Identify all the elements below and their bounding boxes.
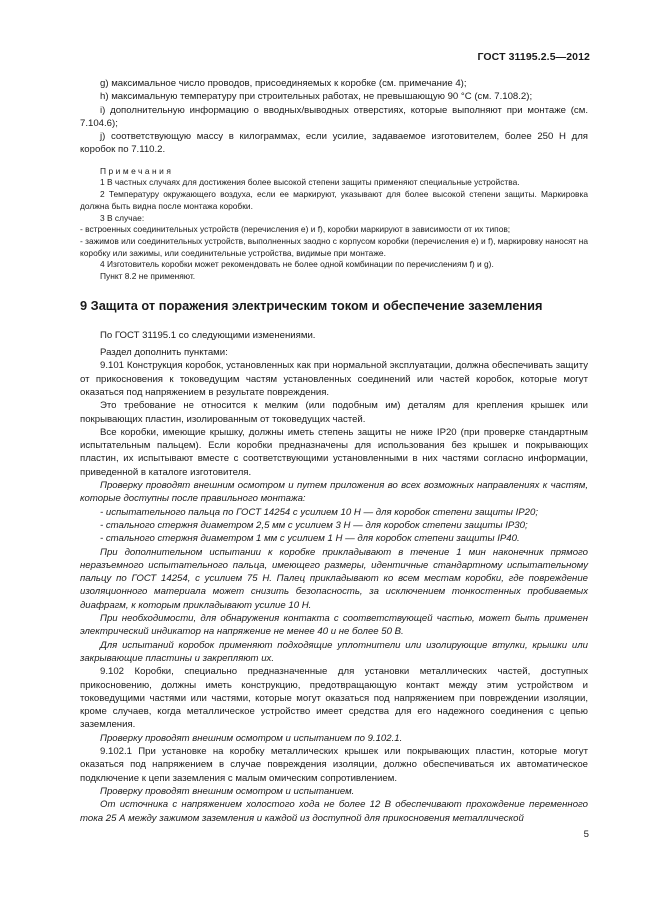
paragraph: Все коробки, имеющие крышку, должны иметь степень защиты не ниже IP20 (при проверке стандартным испытательным пальцем). Если коробки предназначены для использования без крышек и покрывающих пластин, их испытывают вместе с соответствующими установленными в них частями согласно информации, приведенной в каталоге изготовителя.	[80, 426, 588, 478]
list-item: j) соответствующую массу в килограммах, если усилие, задаваемое изготовителем, более 250 Н для коробок по 7.110.2.	[80, 131, 588, 156]
note-item: 3 В случае:	[100, 212, 145, 223]
note-item: Пункт 8.2 не применяют.	[100, 271, 196, 282]
note-item: 4 Изготовитель коробки может рекомендовать не более одной комбинации по перечислениям f) и g).	[100, 259, 494, 270]
paragraph: Проверку проводят внешним осмотром и испытанием.	[100, 785, 355, 797]
paragraph: Для испытаний коробок применяют подходящие уплотнители или изолирующие втулки, крышки или закрывающие пластины и закрепляют их.	[80, 639, 588, 664]
notes-heading: Примечания	[100, 165, 174, 176]
paragraph: Проверку проводят внешним осмотром и испытанием по 9.102.1.	[100, 732, 403, 744]
paragraph: 9.101 Конструкция коробок, установленных как при нормальной эксплуатации, должна обеспечивать защиту от прикосновения к токоведущим частям установленных соединений или частей коробок, которые могут оказаться под напряжением в результате повреждения.	[80, 360, 588, 398]
list-item: g) максимальное число проводов, присоединяемых к коробке (см. примечание 4);	[100, 78, 467, 89]
page-content	[80, 77, 588, 825]
paragraph: По ГОСТ 31195.1 со следующими изменениями.	[100, 329, 316, 341]
paragraph: Это требование не относится к мелким (или подобным им) деталям для крепления крышек или покрывающих пластин, изолированным от токоведущих частей.	[80, 400, 588, 425]
note-item: - встроенных соединительных устройств (перечисления е) и f), коробки маркируют в зависимости от их типов;	[80, 224, 511, 235]
paragraph: При необходимости, для обнаружения контакта с соответствующей частью, может быть применен электрический индикатор на напряжение не менее 40 и не более 50 В.	[80, 613, 588, 638]
paragraph: 9.102.1 При установке на коробку металлических крышек или покрывающих пластин, которые могут оказаться под напряжением в случае повреждения изоляции, должно обеспечиваться их автоматическое подключение к цепи заземления с малым омическим сопротивлением.	[80, 746, 588, 784]
paragraph: - стального стержня диаметром 2,5 мм с усилием 3 Н — для коробок степени защиты IP30;	[100, 519, 528, 531]
notes-block	[80, 166, 588, 283]
paragraph: - испытательного пальца по ГОСТ 14254 с усилием 10 Н — для коробок степени защиты IP20;	[100, 506, 539, 518]
page-number: 5	[583, 829, 589, 840]
paragraph: - стального стержня диаметром 1 мм с усилием 1 Н — для коробок степени защиты IP40.	[100, 533, 520, 545]
note-item: 2 Температуру окружающего воздуха, если ее маркируют, указывают для более высокой степени защиты. Маркировка должна быть видна после монтажа коробки.	[80, 189, 588, 211]
paragraph: При дополнительном испытании к коробке прикладывают в течение 1 мин наконечник прямого неразъемного испытательного пальца, имеющего размеры, идентичные стандартному испытательному пальцу по ГОСТ 14254, с усилием 75 Н. Палец прикладывают ко всем местам коробки, где повреждение изоляционного материала может снизить безопасность, за исключением тонкостенных пробиваемых диафрагм, к которым прикладывают усилие 10 Н.	[80, 546, 588, 611]
list-item: i) дополнительную информацию о вводных/выводных отверстиях, которые выполняют при монтаже (см. 7.104.6);	[80, 104, 588, 129]
paragraph: Раздел дополнить пунктами:	[100, 347, 228, 359]
list-item: h) максимальную температуру при строительных работах, не превышающую 90 °C (см. 7.108.2);	[100, 91, 533, 103]
section-heading: 9 Защита от поражения электрическим током и обеспечение заземления	[80, 297, 543, 313]
document-id-header: ГОСТ 31195.2.5—2012	[477, 51, 590, 63]
note-item: - зажимов или соединительных устройств, выполненных заодно с корпусом коробки (перечисления е) и f), маркировку наносят на коробку или зажимы, или соединительные устройства, видимые при монтаже.	[80, 236, 588, 258]
paragraph: 9.102 Коробки, специально предназначенные для установки металлических частей, доступных прикосновению, должны иметь конструкцию, предотвращающую контакт между этим устройством и токоведущими частями или частями, которые могут оказаться под напряжением при повреждении изоляции, кроме случаев, когда металлическое устройство имеет средства для его надежного соединения с цепью заземления.	[80, 666, 588, 731]
paragraph: От источника с напряжением холостого хода не более 12 В обеспечивают прохождение переменного тока 25 А между зажимом заземления и каждой из доступной для прикосновения металлической	[80, 799, 588, 824]
note-item: 1 В частных случаях для достижения более высокой степени защиты применяют специальные устройства.	[100, 177, 520, 188]
paragraph: Проверку проводят внешним осмотром и путем приложения во всех возможных направлениях к частям, которые доступны после правильного монтажа:	[80, 480, 588, 505]
